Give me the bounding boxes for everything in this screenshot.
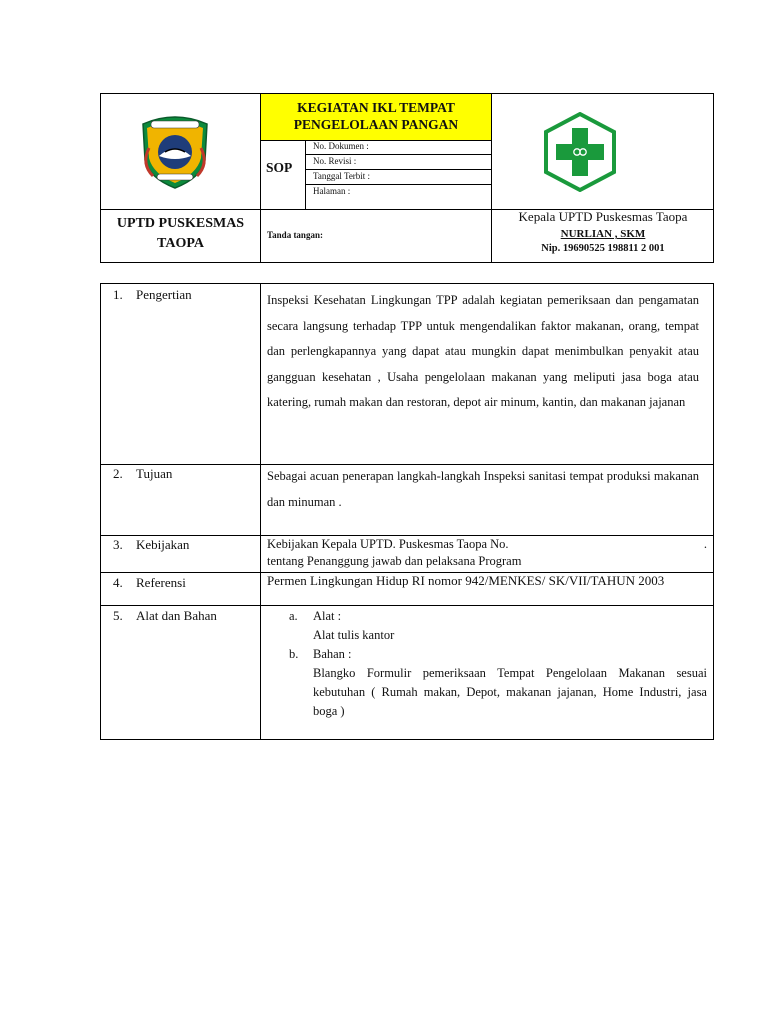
section-body-pengertian xyxy=(267,288,699,416)
revision-number-field: No. Revisi : xyxy=(313,156,357,166)
list-marker: b. xyxy=(289,647,299,661)
section-title: Referensi xyxy=(136,575,186,590)
section-text: Sebagai acuan penerapan langkah-langkah Inspeksi sanitasi tempat produksi makanan dan minuman . xyxy=(267,469,699,509)
list-marker: a. xyxy=(289,609,298,623)
signature-label: Tanda tangan: xyxy=(267,230,323,240)
section-body-kebijakan xyxy=(267,536,707,570)
unit-name-line: TAOPA xyxy=(157,236,204,251)
unit-name-line: UPTD PUSKESMAS xyxy=(116,216,245,231)
section-text: Inspeksi Kesehatan Lingkungan TPP adalah kegiatan pemeriksaan dan pengamatan secara langsung terhadap TPP untuk mengendalikan faktor makanan, orang, tempat dan perlengkapannya yang dapat atau mungkin dapat menimbulkan penyakit atau gangguan kesehatan , Usaha pengelolaan makanan yang meliputi jasa boga atau katering, rumah makan dan restoran, depot air minum, kantin, dan makanan jajanan xyxy=(267,293,699,409)
section-title: Pengertian xyxy=(136,287,192,302)
title-line: PENGELOLAAN PANGAN xyxy=(293,117,459,132)
content-divider xyxy=(101,605,713,606)
sop-label: SOP xyxy=(266,160,293,175)
section-number: 5. xyxy=(113,608,123,623)
policy-line-end: . xyxy=(703,537,707,551)
policy-line: Kebijakan Kepala UPTD. Puskesmas Taopa No. xyxy=(267,537,509,551)
content-divider xyxy=(260,284,261,739)
list-item xyxy=(267,607,707,645)
sop-header-table xyxy=(100,93,714,263)
puskesmas-cross-icon xyxy=(541,112,619,192)
section-title: Kebijakan xyxy=(136,537,190,552)
issue-date-field: Tanggal Terbit : xyxy=(313,171,371,181)
header-divider xyxy=(305,140,306,209)
head-name: NURLIAN , SKM xyxy=(560,228,646,240)
list-detail: Blangko Formulir pemeriksaan Tempat Pengelolaan Makanan sesuai kebutuhan ( Rumah makan, Depot, makanan jajanan, Home Industri, jasa boga ) xyxy=(313,666,707,718)
regency-logo-icon xyxy=(135,112,215,190)
header-divider xyxy=(261,140,491,141)
policy-line: tentang Penanggung jawab dan pelaksana Program xyxy=(267,554,522,568)
page-field: Halaman : xyxy=(313,186,351,196)
section-number: 2. xyxy=(113,466,123,481)
section-number: 3. xyxy=(113,537,123,552)
list-heading: Alat : xyxy=(313,609,342,623)
sop-content-table xyxy=(100,283,714,740)
section-body-alat-bahan xyxy=(267,607,707,721)
unit-name xyxy=(101,214,260,254)
document-title xyxy=(261,94,491,140)
head-nip: Nip. 19690525 198811 2 001 xyxy=(541,243,665,254)
section-text: Permen Lingkungan Hidup RI nomor 942/MENKES/ SK/VII/TAHUN 2003 xyxy=(267,573,665,588)
list-item xyxy=(267,645,707,721)
list-detail: Alat tulis kantor xyxy=(313,628,395,642)
section-title: Alat dan Bahan xyxy=(136,608,217,623)
section-title: Tujuan xyxy=(136,466,173,481)
head-signature-block xyxy=(492,209,714,256)
list-heading: Bahan : xyxy=(313,647,352,661)
section-body-referensi xyxy=(267,573,687,589)
section-body-tujuan xyxy=(267,464,699,515)
document-number-field: No. Dokumen : xyxy=(313,141,369,151)
head-title: Kepala UPTD Puskesmas Taopa xyxy=(518,209,688,224)
section-number: 1. xyxy=(113,287,123,302)
section-number: 4. xyxy=(113,575,123,590)
title-line: KEGIATAN IKL TEMPAT xyxy=(297,100,455,115)
